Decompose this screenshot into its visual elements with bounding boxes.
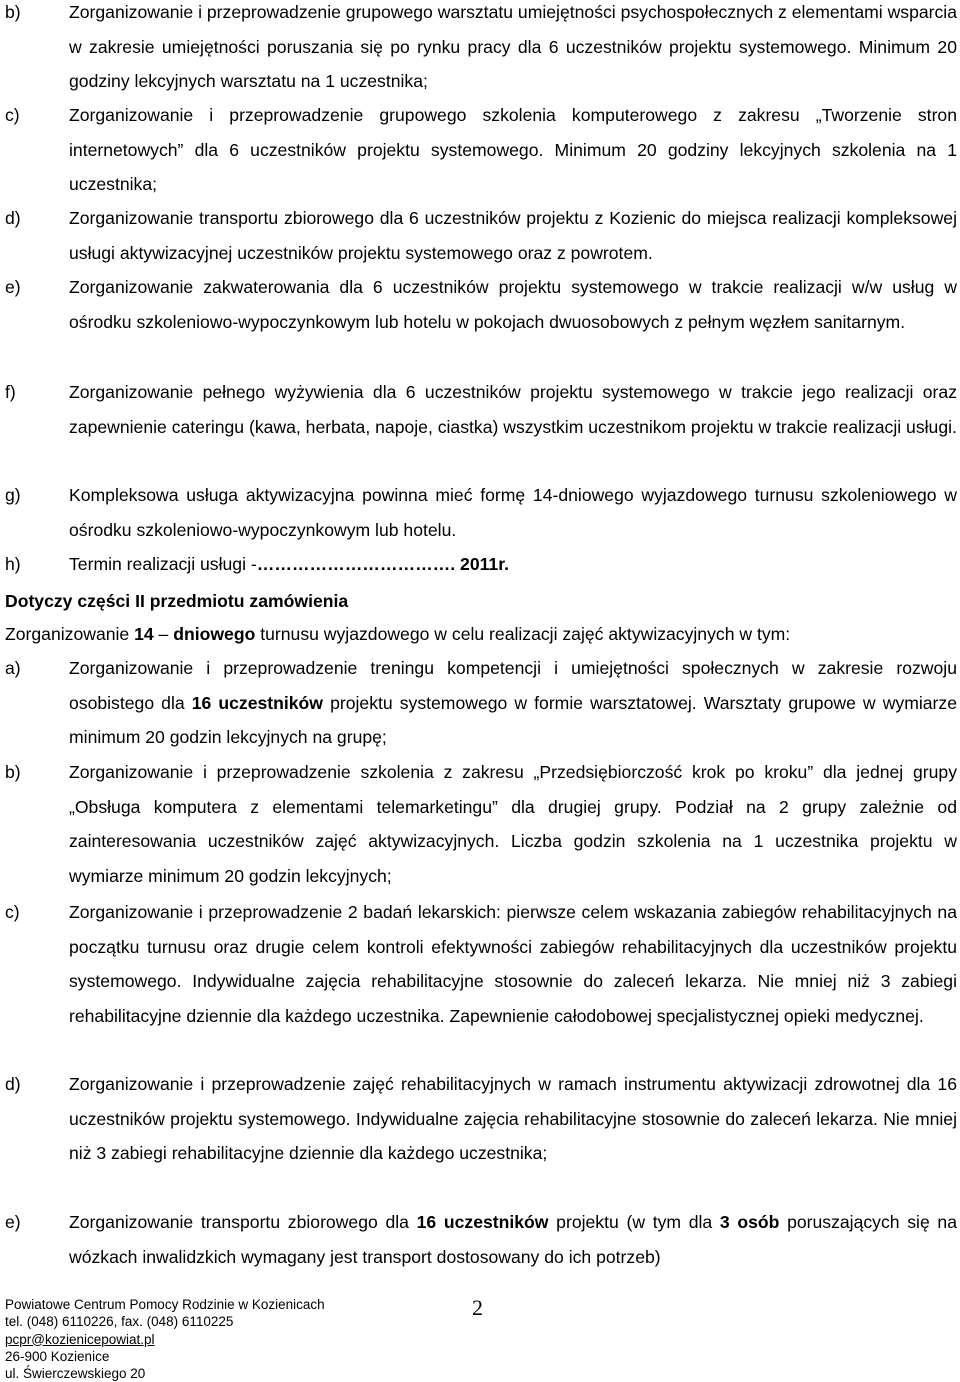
list-item <box>5 755 957 893</box>
list-item-text: Zorganizowanie i przeprowadzenie treningu kompetencji i umiejętności społecznych w zakresie rozwoju osobistego dla <box>69 658 957 713</box>
bottom-item-list <box>5 651 957 755</box>
list-item-text: Zorganizowanie zakwaterowania dla 6 uczestników projektu systemowego w trakcie realizacji w/w usług w ośrodku szkoleniowo-wypoczynkowym lub hotelu w pokojach dwuosobowych z pełnym węzłem sanitarnym. <box>69 277 957 332</box>
bottom-item-list <box>5 755 957 893</box>
list-item <box>5 375 957 444</box>
list-item-text: Zorganizowanie i przeprowadzenie zajęć rehabilitacyjnych w ramach instrumentu aktywizacji zdrowotnej dla 16 uczestników projektu systemowego. Indywidualne zajęcia rehabilitacyjne stosownie do zaleceń lekarza. Nie mniej niż 3 zabiegi rehabilitacyjne dziennie dla każdego uczestnika; <box>69 1074 957 1164</box>
list-item <box>5 1205 957 1274</box>
list-item-label: e) <box>5 277 21 297</box>
list-item-text: Zorganizowanie i przeprowadzenie grupowego szkolenia komputerowego z zakresu „Tworzenie stron internetowych” dla 6 uczestników projektu systemowego. Minimum 20 godziny lekcyjnych szkolenia na 1 uczestnika; <box>69 105 957 195</box>
list-item-text: projektu systemowego w formie warsztatowej. Warsztaty grupowe w wymiarze minimum 20 godzin lekcyjnych na grupę; <box>69 692 957 748</box>
footer-email-link[interactable]: pcpr@kozienicepowiat.pl <box>5 1331 155 1347</box>
list-item-label: c) <box>5 902 20 922</box>
list-item-label: g) <box>5 485 21 505</box>
list-item-label: c) <box>5 105 20 125</box>
intro-bold: dniowego <box>173 624 256 644</box>
bottom-item-list <box>5 1067 957 1171</box>
list-item-text: projektu (w tym dla <box>548 1212 720 1232</box>
list-item-text: Zorganizowanie i przeprowadzenie szkolenia z zakresu „Przedsiębiorczość krok po kroku” dla jednej grupy „Obsługa komputera z elementami telemarketingu” dla drugiej grupy. Podział na 2 grupy zależnie od zainteresowania uczestników zajęć aktywizacyjnych. Liczba godzin szkolenia na 1 uczestnika projektu w wymiarze minimum 20 godzin lekcyjnych; <box>69 762 957 886</box>
footer-street: ul. Świerczewskiego 20 <box>5 1366 146 1382</box>
list-item-text: poruszających się na wózkach inwalidzkich wymagany jest transport dostosowany do ich potrzeb) <box>69 1212 957 1267</box>
list-item-bold: 3 osób <box>719 1212 780 1232</box>
list-item-bold: 16 uczestników <box>191 692 323 713</box>
list-item <box>5 98 957 202</box>
list-item-text: Zorganizowanie pełnego wyżywienia dla 6 uczestników projektu systemowego w trakcie jego realizacji oraz zapewnienie cateringu (kawa, herbata, napoje, ciastka) wszystkim uczestnikom projektu w trakcie realizacji usługi. <box>69 382 957 437</box>
footer-org-name: Powiatowe Centrum Pomocy Rodzinie w Kozienicach <box>5 1297 325 1312</box>
footer-postal: 26-900 Kozienice <box>5 1348 110 1364</box>
list-item-label: a) <box>5 658 21 678</box>
list-item <box>5 651 957 755</box>
list-item-text: Zorganizowanie i przeprowadzenie grupowego warsztatu umiejętności psychospołecznych z elementami wsparcia w zakresie umiejętności poruszania się po rynku pracy dla 6 uczestników projektu systemowego. Minimum 20 godziny lekcyjnych warsztatu na 1 uczestnika; <box>69 2 957 92</box>
list-item-text: Zorganizowanie transportu zbiorowego dla 6 uczestników projektu z Kozienic do miejsca realizacji kompleksowej usługi aktywizacyjnej uczestników projektu systemowego oraz z powrotem. <box>69 208 957 263</box>
top-item-list <box>5 201 957 270</box>
intro-text: Zorganizowanie <box>5 624 135 644</box>
top-item-list <box>5 478 957 547</box>
list-item <box>5 547 957 582</box>
list-item-text: Kompleksowa usługa aktywizacyjna powinna mieć formę 14-dniowego wyjazdowego turnusu szkoleniowego w ośrodku szkoleniowo-wypoczynkowym lub hotelu. <box>69 485 957 540</box>
list-item-label: h) <box>5 554 21 574</box>
list-item-label: d) <box>5 1074 21 1094</box>
list-item <box>5 201 957 270</box>
bottom-item-list <box>5 1205 957 1274</box>
date-placeholder: ……………………………. 2011r. <box>256 554 509 574</box>
list-item-label: b) <box>5 2 21 22</box>
section-heading: Dotyczy części II przedmiotu zamówienia <box>5 591 349 611</box>
list-item <box>5 270 957 339</box>
list-item-label: d) <box>5 208 21 228</box>
intro-text: – <box>153 624 174 644</box>
top-item-list <box>5 98 957 202</box>
list-item-bold: 16 uczestników <box>416 1212 549 1232</box>
list-item <box>5 1067 957 1171</box>
top-item-list <box>5 375 957 444</box>
list-item-label: e) <box>5 1212 21 1232</box>
intro-line <box>5 622 957 646</box>
footer-phone: tel. (048) 6110226, fax. (048) 6110225 <box>5 1314 234 1330</box>
top-item-list <box>5 547 957 582</box>
list-item-label: f) <box>5 382 16 402</box>
footer-contact <box>5 1296 325 1382</box>
bottom-item-list <box>5 895 957 1033</box>
intro-bold: 14 <box>134 624 154 644</box>
top-item-list <box>5 0 957 99</box>
top-item-list <box>5 270 957 339</box>
list-item-text: Termin realizacji usługi - <box>69 554 257 574</box>
list-item <box>5 478 957 547</box>
intro-text: turnusu wyjazdowego w celu realizacji zajęć aktywizacyjnych w tym: <box>255 624 791 644</box>
list-item <box>5 0 957 99</box>
list-item-label: b) <box>5 762 21 782</box>
list-item-text: Zorganizowanie i przeprowadzenie 2 badań lekarskich: pierwsze celem wskazania zabiegów rehabilitacyjnych na początku turnusu oraz drugie celem kontroli efektywności zabiegów rehabilitacyjnych dla uczestników projektu systemowego. Indywidualne zajęcia rehabilitacyjne stosownie do zaleceń lekarza. Nie mniej niż 3 zabiegi rehabilitacyjne dziennie dla każdego uczestnika. Zapewnienie całodobowej specjalistycznej opieki medycznej. <box>69 902 957 1026</box>
list-item <box>5 895 957 1033</box>
list-item-text: Zorganizowanie transportu zbiorowego dla <box>69 1212 417 1232</box>
page-number: 2 <box>472 1295 483 1320</box>
